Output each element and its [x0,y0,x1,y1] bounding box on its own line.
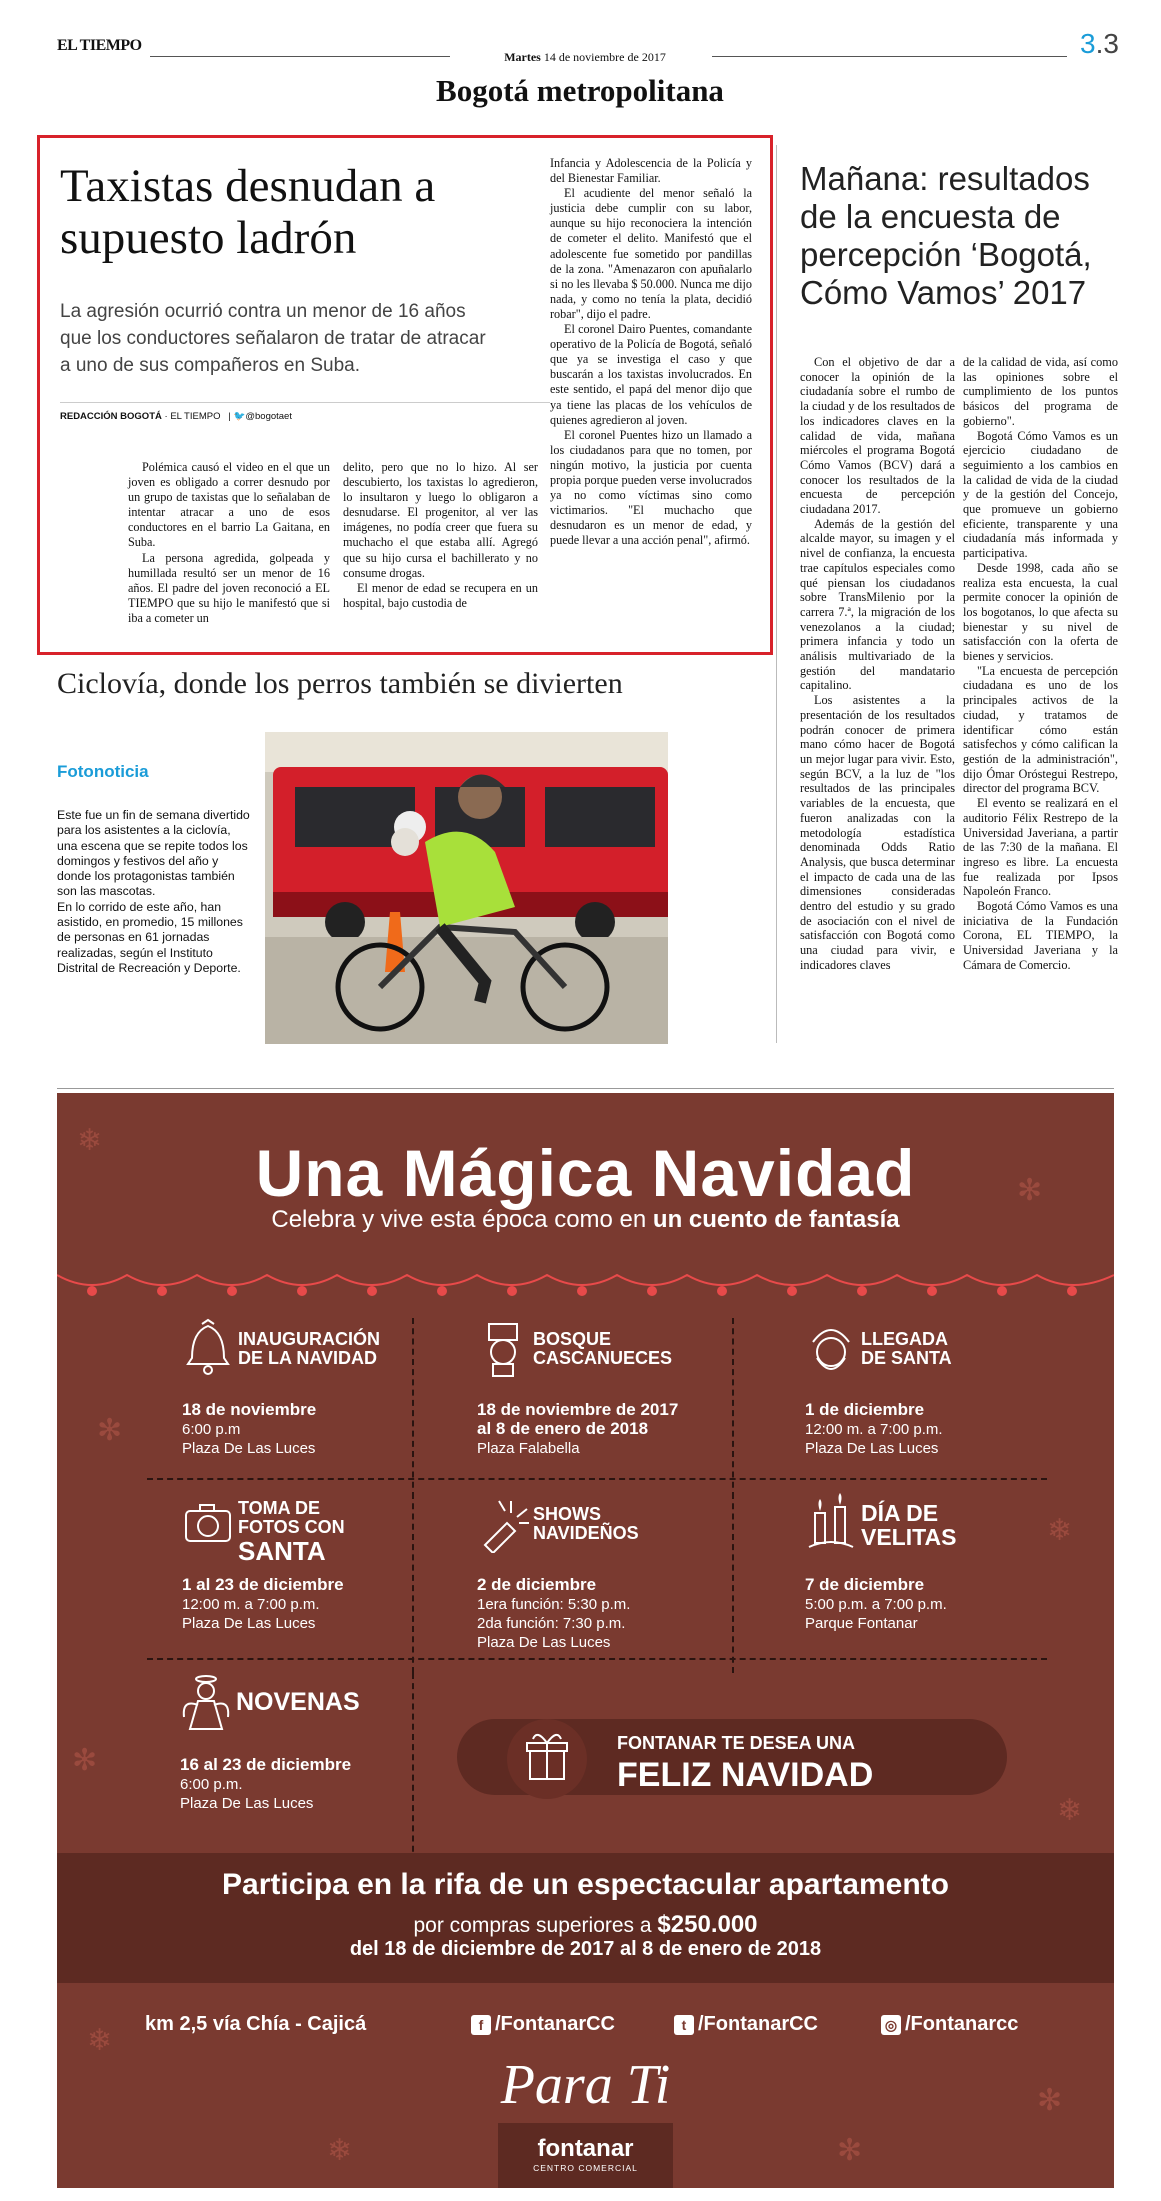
logo-subtitle: CENTRO COMERCIAL [533,2163,638,2173]
firework-icon [477,1493,529,1553]
header-rule-right [712,56,1067,57]
event-llegada-santa: LLEGADA DE SANTA 1 de diciembre 12:00 m. a 7:00 p.m. Plaza De Las Luces [805,1318,1075,1468]
grid-divider [147,1478,1047,1480]
snowflake-icon: ✻ [97,1414,123,1447]
instagram-link[interactable]: ◎ /Fontanarcc [881,2013,1018,2036]
greeting-small: FONTANAR TE DESEA UNA [617,1733,855,1753]
grid-divider [147,1658,1047,1660]
ad-title: Una Mágica Navidad [255,1136,916,1210]
snowflake-icon: ❄ [1047,1514,1073,1547]
instagram-icon: ◎ [881,2015,901,2035]
event-novenas: NOVENAS 16 al 23 de diciembre 6:00 p.m. Plaza De Las Luces [180,1673,450,1823]
article-column-3: Infancia y Adolescencia de la Policía y del Bienestar Familiar. El acudiente del menor señaló la justicia debe cumplir con su labor, aunque su hijo reconociera la intención de cometer el delito. Manifestó que el adolescente fue sometido por pandillas de la zona. "Amenazaron con apuñalarlo si no les llevaba $ 50.000. Nunca me dijo nada, y como no tenía la plata, decidió robar", dijo el padre. El coronel Dairo Puentes, comandante operativo de la Policía de Bogotá, señaló que ya se investiga el caso y que buscarán a los taxistas involucrados. En este sentido, el papá del menor dijo que ya tiene las placas de los vehículos de quienes agredieron al joven. El coronel Puentes hizo un llamado a los ciudadanos para que no tomen, por ningún motivo, la justicia por cuenta propia porque pueden verse involucrados ya no como víctimas sino como victimarios. "El muchacho que desnudaron es un menor de edad, y puede llevar a una acción penal", afirmó. [550,156,752,548]
camera-icon [182,1493,234,1553]
article-title: Taxistas desnudan a supuesto ladrón [60,160,436,264]
article-column-1: Polémica causó el video en el que un joven es obligado a correr desnudo por un grupo de taxistas que lo señalaban de intentar atracar a uno de esos conductores en el barrio La Gaitana, en Suba. La persona agredida, golpeada y humillada resultó ser un menor de 16 años. El padre del joven reconoció a EL TIEMPO que su hijo le manifestó que si iba a cometer un [128,460,330,625]
snowflake-icon: ❄ [1057,1794,1083,1827]
event-bosque-cascanueces: BOSQUE CASCANUECES 18 de noviembre de 2017 al 8 de enero de 2018 Plaza Falabella [477,1318,747,1468]
greeting-big: FELIZ NAVIDAD [617,1756,874,1794]
event-dia-velitas: DÍA DE VELITAS 7 de diciembre 5:00 p.m. a 7:00 p.m. Parque Fontanar [805,1493,1075,1653]
angel-icon [180,1673,232,1733]
photo-news-label: Fotonoticia [57,762,149,781]
snowflake-icon: ❄ [77,1124,103,1157]
event-fotos-santa: TOMA DE FOTOS CON SANTA 1 al 23 de diciembre 12:00 m. a 7:00 p.m. Plaza De Las Luces [182,1493,452,1653]
address: km 2,5 vía Chía - Cajicá [145,2013,367,2035]
raffle-condition: por compras superiores a $250.000 [413,1911,758,1938]
ad-subtitle: Celebra y vive esta época como en un cuento de fantasía [271,1206,900,1233]
snowflake-icon: ✻ [1037,2084,1063,2117]
candle-icon [805,1493,857,1553]
page-number: 3.3 [1080,28,1119,59]
snowflake-icon: ✻ [1017,1174,1043,1207]
facebook-icon: f [471,2015,491,2035]
raffle-dates: del 18 de diciembre de 2017 al 8 de enero de 2018 [349,1938,822,1960]
gift-icon [497,1709,597,1809]
snowflake-icon: ❄ [87,2024,113,2057]
article-lead: La agresión ocurrió contra un menor de 16 años que los conductores señalaron de tratar de atracar a uno de sus compañeros en Suba. [60,301,486,376]
twitter-icon: 🐦 [233,411,246,422]
garland-decoration [57,1265,1114,1303]
article-title: Mañana: resultados de la encuesta de percepción ‘Bogotá, Cómo Vamos’ 2017 [800,160,1092,311]
header-rule-left [150,56,450,57]
ad-top-rule [57,1088,1114,1089]
photo-news-title: Ciclovía, donde los perros también se divierten [57,667,623,700]
article-byline: REDACCIÓN BOGOTÁ · EL TIEMPO | 🐦@bogotaet [60,402,550,422]
slogan: Para Ti [500,2054,671,2116]
snowflake-icon: ✻ [72,1744,98,1777]
snowflake-icon: ✻ [837,2134,863,2167]
dateline: Martes 14 de noviembre de 2017 [504,50,666,64]
twitter-link[interactable]: t /FontanarCC [674,2013,818,2036]
santa-icon [805,1318,857,1378]
twitter-icon: t [674,2015,694,2035]
newspaper-brand: EL TIEMPO [57,37,142,54]
event-shows-navidenos: SHOWS NAVIDEÑOS 2 de diciembre 1era función: 5:30 p.m. 2da función: 7:30 p.m. Plaza De Las Luces [477,1493,747,1653]
article-taxistas [37,135,773,655]
logo-name: fontanar [537,2135,634,2162]
christmas-ad [57,1093,1114,2188]
article-column-2: de la calidad de vida, así como las opiniones sobre el cumplimiento de los puntos básicos del programa de gobierno". Bogotá Cómo Vamos es un ejercicio ciudadano de seguimiento a los cambios en la calidad de vida de la ciudad y de la gestión del Concejo, que promueve un gobierno eficiente, transparente y una ciudadanía más informada y participativa. Desde 1998, cada año se realiza esta encuesta, la cual permite conocer la opinión de los bogotanos, lo que afecta su bienestar y su nivel de satisfacción con la oferta de bienes y servicios. "La encuesta de percepción ciudadana es uno de los principales activos de la ciudad, y tratamos de identificar cómo están satisfechos y cómo califican la gestión de la administración", dijo Ómar Oróstegui Restrepo, director del programa BCV. El evento se realizará en el auditorio Félix Restrepo de la Universidad Javeriana, a partir de las 7:30 de la mañana. El ingreso es libre. La encuesta fue realizada por Ipsos Napoleón Franco. Bogotá Cómo Vamos es una iniciativa de la Fundación Corona, EL TIEMPO, la Universidad Javeriana y la Cámara de Comercio. [963,355,1118,972]
nutcracker-icon [477,1318,529,1378]
cyclist-with-dog-photo [265,732,668,1044]
event-inauguracion: INAUGURACIÓN DE LA NAVIDAD 18 de noviembre 6:00 p.m Plaza De Las Luces [182,1318,452,1468]
column-divider [776,145,777,1043]
article-column-2: delito, pero que no lo hizo. Al ser descubierto, los taxistas lo agredieron, lo insultaron y luego lo obligaron a desnudarse. El progenitor, al ver las imágenes, no podía creer que fuera su muchacho el que estaba allí. Agregó que su hijo cursa el bachillerato y no consume drogas. El menor de edad se recupera en un hospital, bajo custodia de [343,460,538,610]
snowflake-icon: ❄ [327,2134,353,2167]
bell-icon [182,1318,234,1378]
facebook-link[interactable]: f /FontanarCC [471,2013,615,2036]
section-title: Bogotá metropolitana [436,73,724,108]
photo-news-caption: Este fue un fin de semana divertido para los asistentes a la ciclovía, una escena que se repite todos los domingos y festivos del año y donde los protagonistas también son las mascotas. En lo corrido de este año, han asistido, en promedio, 15 millones de personas en 61 jornadas realizadas, según el Instituto Distrital de Recreación y Deporte. [57,808,250,975]
article-column-1: Con el objetivo de dar a conocer la opinión de la ciudadanía sobre el rumbo de la ciudad y de los resultados de los indicadores claves en la calidad de vida, mañana miércoles el programa Bogotá Cómo Vamos (BCV) dará a conocer los resultados de la encuesta de percepción ciudadana 2017. Además de la gestión del alcalde mayor, su imagen y el nivel de confianza, la encuesta trae capítulos especiales como qué piensan los ciudadanos sobre TransMilenio por la carrera 7.ª, la migración de los venezolanos a la ciudad; primera infancia y todo un análisis multivariado de la gestión del mandatario capitalino. Los asistentes a la presentación de los resultados podrán conocer de primera mano cómo hacer de Bogotá un mejor lugar para vivir. Esto, según BCV, a la luz de "los resultados de las principales variables de la encuesta, que fueron analizadas con la metodología estadística denominada Odds Ratio Analysis, que busca determinar el impacto de cada una de las dimensiones consideradas dentro del estudio y su grado de asociación con el nivel de satisfacción con Bogotá como una ciudad para vivir, e indicadores claves [800,355,955,972]
raffle-title: Participa en la rifa de un espectacular apartamento [222,1868,949,1901]
